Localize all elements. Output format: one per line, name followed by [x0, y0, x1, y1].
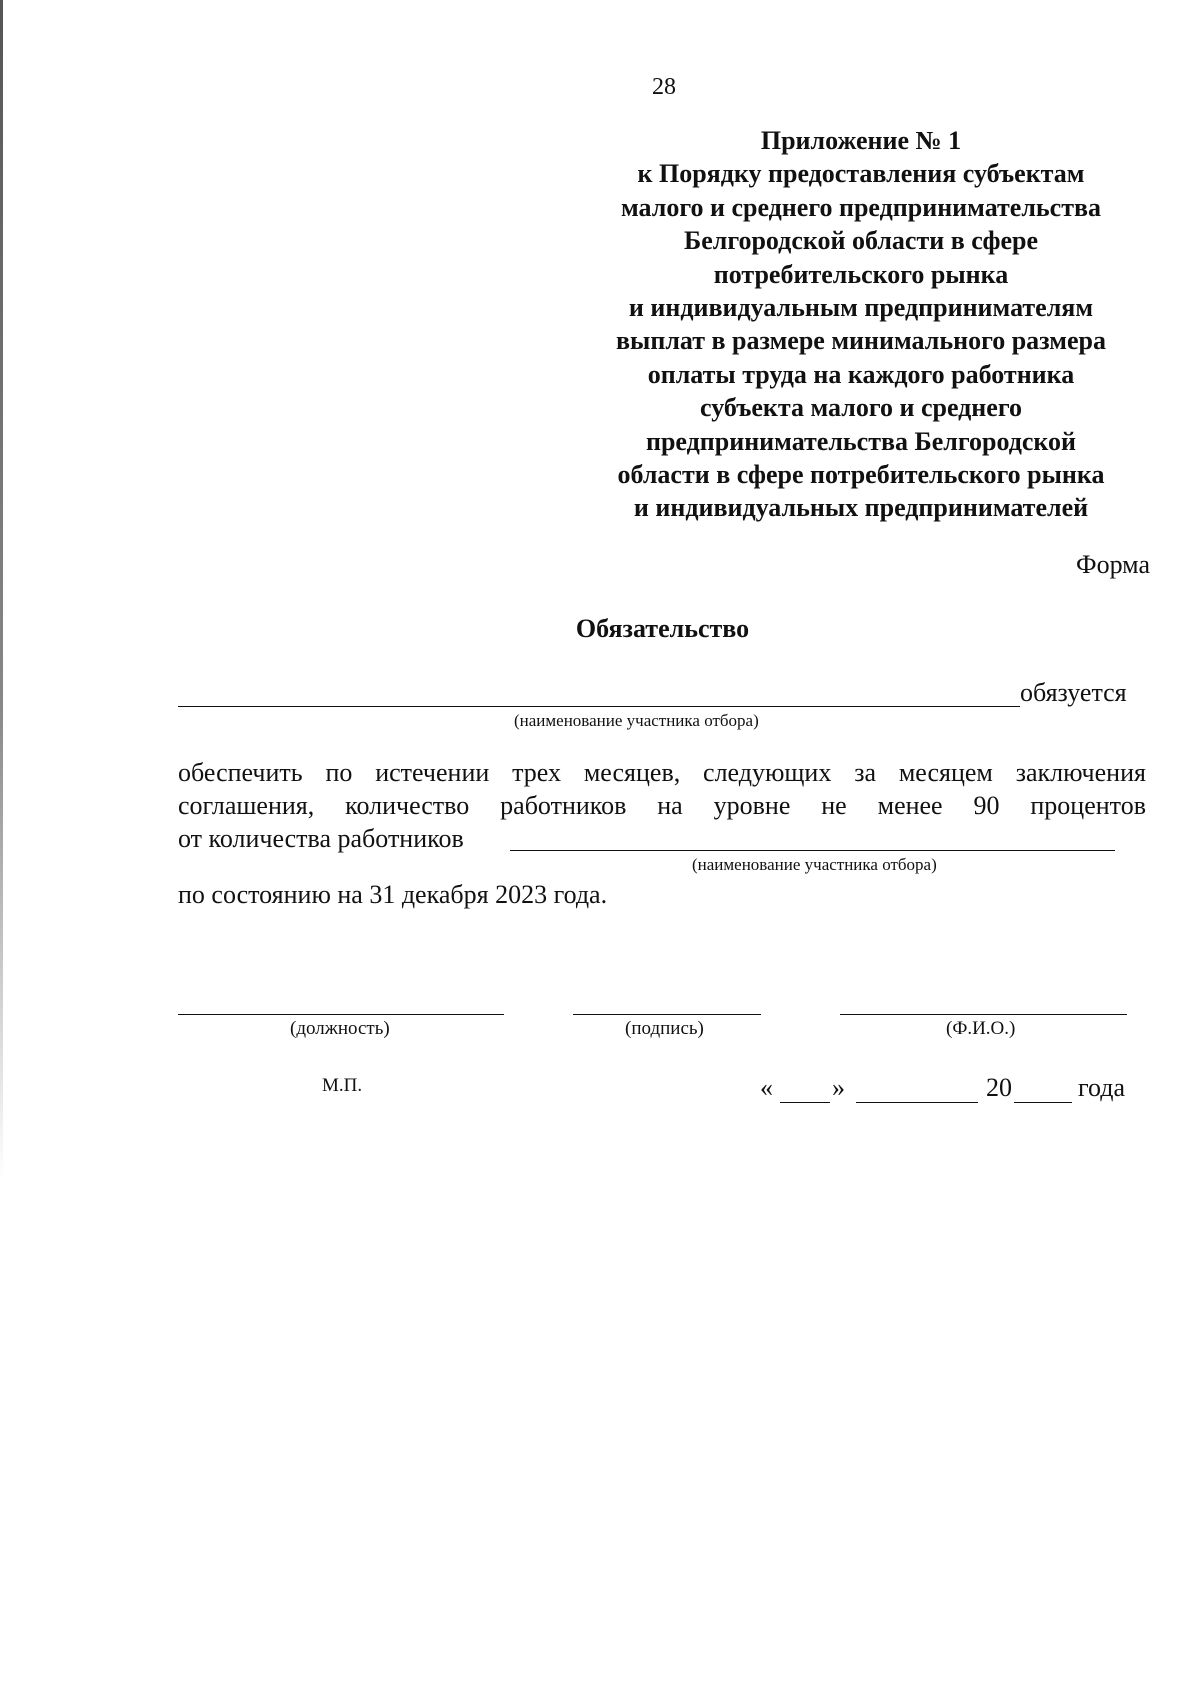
scan-edge	[0, 0, 3, 1180]
appendix-line: выплат в размере минимального размера	[616, 326, 1106, 356]
position-caption: (должность)	[290, 1018, 390, 1039]
word: не	[821, 791, 847, 820]
word: следующих	[703, 758, 832, 787]
word: месяцев,	[583, 758, 681, 787]
date-year-field[interactable]	[1014, 1102, 1072, 1103]
word: процентов	[1030, 791, 1146, 820]
word: количество	[345, 791, 470, 820]
commitment-line-1	[178, 758, 1146, 788]
signature-caption: (подпись)	[625, 1018, 704, 1039]
date-century: 20	[986, 1073, 1012, 1102]
signature-field[interactable]	[573, 1014, 761, 1015]
participant-caption: (наименование участника отбора)	[514, 711, 759, 730]
appendix-line: оплаты труда на каждого работника	[647, 359, 1075, 389]
word: за	[854, 758, 876, 787]
appendix-line: к Порядку предоставления субъектам	[637, 159, 1085, 189]
commitment-line-4: по состоянию на 31 декабря 2023 года.	[178, 880, 608, 909]
page-number: 28	[652, 74, 676, 100]
word: менее	[877, 791, 943, 820]
date-close-quote: »	[832, 1073, 845, 1102]
appendix-line: субъекта малого и среднего	[700, 393, 1022, 423]
full-name-field[interactable]	[840, 1014, 1127, 1015]
commitment-line-2	[178, 791, 1146, 821]
date-day-field[interactable]	[780, 1102, 830, 1103]
full-name-caption: (Ф.И.О.)	[946, 1018, 1016, 1039]
appendix-line: области в сфере потребительского рынка	[617, 460, 1105, 490]
position-field[interactable]	[178, 1014, 504, 1015]
word: истечении	[375, 758, 490, 787]
word: 90	[973, 791, 1000, 820]
participant-name-field-2[interactable]	[510, 850, 1115, 851]
word: заключения	[1015, 758, 1146, 787]
appendix-line: Приложение № 1	[760, 126, 962, 155]
appendix-line: потребительского рынка	[713, 259, 1009, 289]
form-label: Форма	[1076, 550, 1150, 579]
commitment-line-3: от количества работников	[178, 824, 464, 853]
appendix-line: Белгородской области в сфере	[684, 226, 1038, 256]
stamp-place: М.П.	[322, 1075, 363, 1096]
word: обеспечить	[178, 758, 303, 787]
word: месяцем	[898, 758, 993, 787]
date-open-quote: «	[760, 1073, 773, 1102]
appendix-line: и индивидуальным предпринимателям	[628, 293, 1094, 323]
participant-name-field[interactable]	[178, 706, 1020, 707]
appendix-line: предпринимательства Белгородской	[645, 426, 1077, 456]
date-year-word: года	[1078, 1073, 1126, 1102]
participant-caption-2: (наименование участника отбора)	[692, 855, 937, 874]
appendix-line: малого и среднего предпринимательства	[620, 192, 1102, 222]
word: работников	[500, 791, 627, 820]
word: соглашения,	[178, 791, 315, 820]
appendix-header	[578, 124, 1144, 525]
appendix-line: и индивидуальных предпринимателей	[633, 493, 1089, 523]
word: трех	[512, 758, 562, 787]
word: уровне	[713, 791, 791, 820]
word: на	[657, 791, 683, 820]
word: по	[325, 758, 353, 787]
date-month-field[interactable]	[856, 1102, 978, 1103]
obliges-text: обязуется	[1020, 678, 1127, 707]
document-title: Обязательство	[575, 614, 750, 643]
